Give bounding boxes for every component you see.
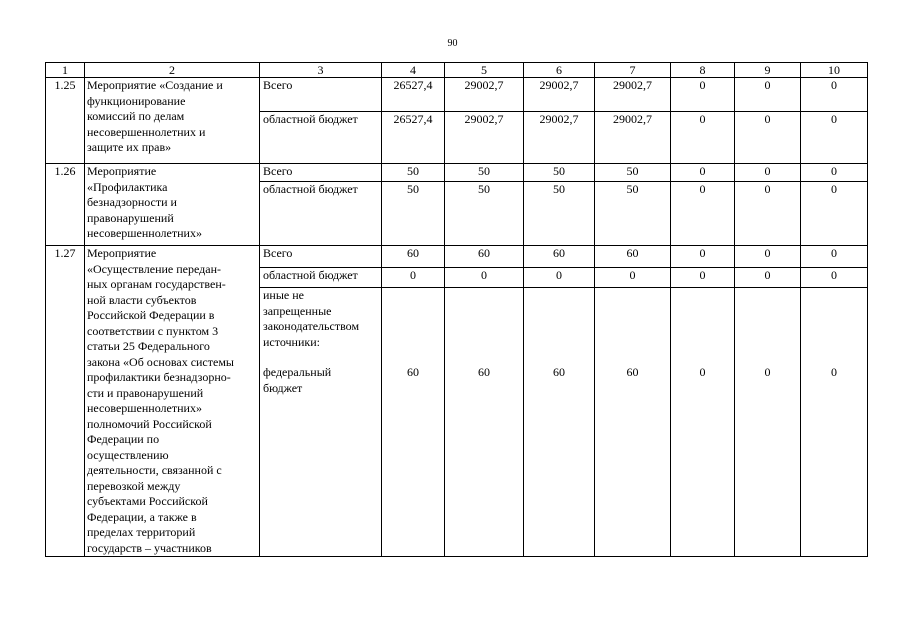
value-cell: 60 bbox=[382, 288, 445, 557]
text-line: безнадзорности и bbox=[87, 195, 177, 209]
value-cell: 0 bbox=[801, 268, 868, 288]
value-cell: 0 bbox=[671, 78, 735, 112]
value-cell: 50 bbox=[595, 164, 671, 182]
text-line: несовершеннолетних и bbox=[87, 124, 206, 139]
text-line: Мероприятие bbox=[87, 246, 157, 260]
value-cell: 0 bbox=[671, 288, 735, 557]
text-line: сти и правонарушений bbox=[87, 385, 204, 400]
value-cell: 50 bbox=[445, 182, 524, 246]
value-cell: 0 bbox=[801, 288, 868, 557]
text-line: соответствии с пунктом 3 bbox=[87, 323, 219, 338]
text-line: комиссий по делам bbox=[87, 109, 185, 123]
value-cell: 29002,7 bbox=[595, 78, 671, 112]
value-cell: 0 bbox=[801, 164, 868, 182]
value-cell: 26527,4 bbox=[382, 78, 445, 112]
text-line: бюджет bbox=[263, 380, 303, 395]
value-cell: 0 bbox=[735, 182, 801, 246]
column-header: 1 bbox=[46, 63, 85, 78]
value-cell: 0 bbox=[735, 288, 801, 557]
column-header: 3 bbox=[260, 63, 382, 78]
text-line: полномочий Российской bbox=[87, 416, 212, 431]
activity-name bbox=[85, 164, 260, 246]
column-header: 9 bbox=[735, 63, 801, 78]
text-line: федеральный bbox=[263, 365, 332, 379]
column-header: 2 bbox=[85, 63, 260, 78]
value-cell: 60 bbox=[524, 288, 595, 557]
funding-source bbox=[260, 288, 382, 557]
header-row bbox=[46, 63, 868, 78]
value-cell: 0 bbox=[382, 268, 445, 288]
text-line: функционирование bbox=[87, 93, 186, 108]
text-line: правонарушений bbox=[87, 210, 174, 225]
value-cell: 0 bbox=[735, 164, 801, 182]
value-cell: 0 bbox=[671, 182, 735, 246]
text-line: защите их прав» bbox=[87, 140, 172, 154]
row-number: 1.25 bbox=[46, 78, 85, 164]
text-line: статьи 25 Федерального bbox=[87, 339, 210, 353]
value-cell: 0 bbox=[801, 246, 868, 268]
text-line: «Профилактика bbox=[87, 179, 168, 194]
value-cell: 0 bbox=[671, 268, 735, 288]
value-cell: 0 bbox=[801, 78, 868, 112]
value-cell: 29002,7 bbox=[524, 78, 595, 112]
text-line: «Осуществление передан- bbox=[87, 261, 222, 276]
value-cell: 0 bbox=[801, 112, 868, 164]
text-line: Мероприятие bbox=[87, 164, 157, 178]
value-cell: 29002,7 bbox=[595, 112, 671, 164]
text-line: Мероприятие «Создание и bbox=[87, 78, 223, 92]
column-header: 6 bbox=[524, 63, 595, 78]
value-cell: 50 bbox=[524, 164, 595, 182]
text-line: несовершеннолетних» bbox=[87, 226, 202, 240]
value-cell: 0 bbox=[671, 246, 735, 268]
value-cell: 50 bbox=[445, 164, 524, 182]
value-cell: 0 bbox=[524, 268, 595, 288]
value-cell: 60 bbox=[382, 246, 445, 268]
budget-table bbox=[45, 62, 868, 557]
funding-source: областной бюджет bbox=[260, 268, 382, 288]
text-line: осуществлению bbox=[87, 447, 169, 462]
value-cell: 0 bbox=[445, 268, 524, 288]
value-cell: 0 bbox=[735, 112, 801, 164]
funding-source: Всего bbox=[260, 164, 382, 182]
text-line: перевозкой между bbox=[87, 478, 181, 493]
value-cell: 0 bbox=[801, 182, 868, 246]
funding-source: областной бюджет bbox=[260, 112, 382, 164]
text-line: пределах территорий bbox=[87, 525, 196, 539]
text-line: закона «Об основах системы bbox=[87, 354, 234, 369]
text-line: Федерации, а также в bbox=[87, 509, 197, 524]
value-cell: 0 bbox=[735, 246, 801, 268]
value-cell: 60 bbox=[595, 288, 671, 557]
text-line: субъектами Российской bbox=[87, 494, 208, 508]
value-cell: 26527,4 bbox=[382, 112, 445, 164]
value-cell: 50 bbox=[382, 164, 445, 182]
text-line: несовершеннолетних» bbox=[87, 401, 202, 415]
value-cell: 0 bbox=[735, 78, 801, 112]
table-row bbox=[46, 246, 868, 268]
text-line: запрещенные bbox=[263, 303, 332, 318]
value-cell: 0 bbox=[735, 268, 801, 288]
text-line: ной власти субъектов bbox=[87, 292, 197, 307]
value-cell: 60 bbox=[595, 246, 671, 268]
column-header: 7 bbox=[595, 63, 671, 78]
column-header: 10 bbox=[801, 63, 868, 78]
text-line: профилактики безнадзорно- bbox=[87, 370, 231, 384]
text-line: деятельности, связанной с bbox=[87, 463, 222, 477]
text-line: законодательством bbox=[263, 319, 360, 333]
value-cell: 60 bbox=[445, 246, 524, 268]
value-cell: 0 bbox=[671, 164, 735, 182]
column-header: 5 bbox=[445, 63, 524, 78]
value-cell: 60 bbox=[524, 246, 595, 268]
table-row bbox=[46, 78, 868, 112]
text-line: источники: bbox=[263, 334, 320, 349]
text-line: Российской Федерации в bbox=[87, 308, 215, 322]
value-cell: 29002,7 bbox=[524, 112, 595, 164]
funding-source: Всего bbox=[260, 246, 382, 268]
text-line: Федерации по bbox=[87, 432, 160, 446]
funding-source: Всего bbox=[260, 78, 382, 112]
value-cell: 50 bbox=[382, 182, 445, 246]
value-cell: 29002,7 bbox=[445, 112, 524, 164]
row-number: 1.26 bbox=[46, 164, 85, 246]
value-cell: 50 bbox=[595, 182, 671, 246]
value-cell: 0 bbox=[671, 112, 735, 164]
column-header: 4 bbox=[382, 63, 445, 78]
value-cell: 29002,7 bbox=[445, 78, 524, 112]
spacer bbox=[263, 350, 379, 365]
row-number: 1.27 bbox=[46, 246, 85, 557]
text-line: ных органам государствен- bbox=[87, 277, 226, 291]
page-number: 90 bbox=[447, 38, 458, 49]
text-line: государств – участников bbox=[87, 540, 212, 555]
value-cell: 60 bbox=[445, 288, 524, 557]
table-row bbox=[46, 164, 868, 182]
value-cell: 50 bbox=[524, 182, 595, 246]
funding-source: областной бюджет bbox=[260, 182, 382, 246]
activity-name bbox=[85, 78, 260, 164]
column-header: 8 bbox=[671, 63, 735, 78]
text-line: иные не bbox=[263, 288, 304, 302]
value-cell: 0 bbox=[595, 268, 671, 288]
activity-name bbox=[85, 246, 260, 557]
